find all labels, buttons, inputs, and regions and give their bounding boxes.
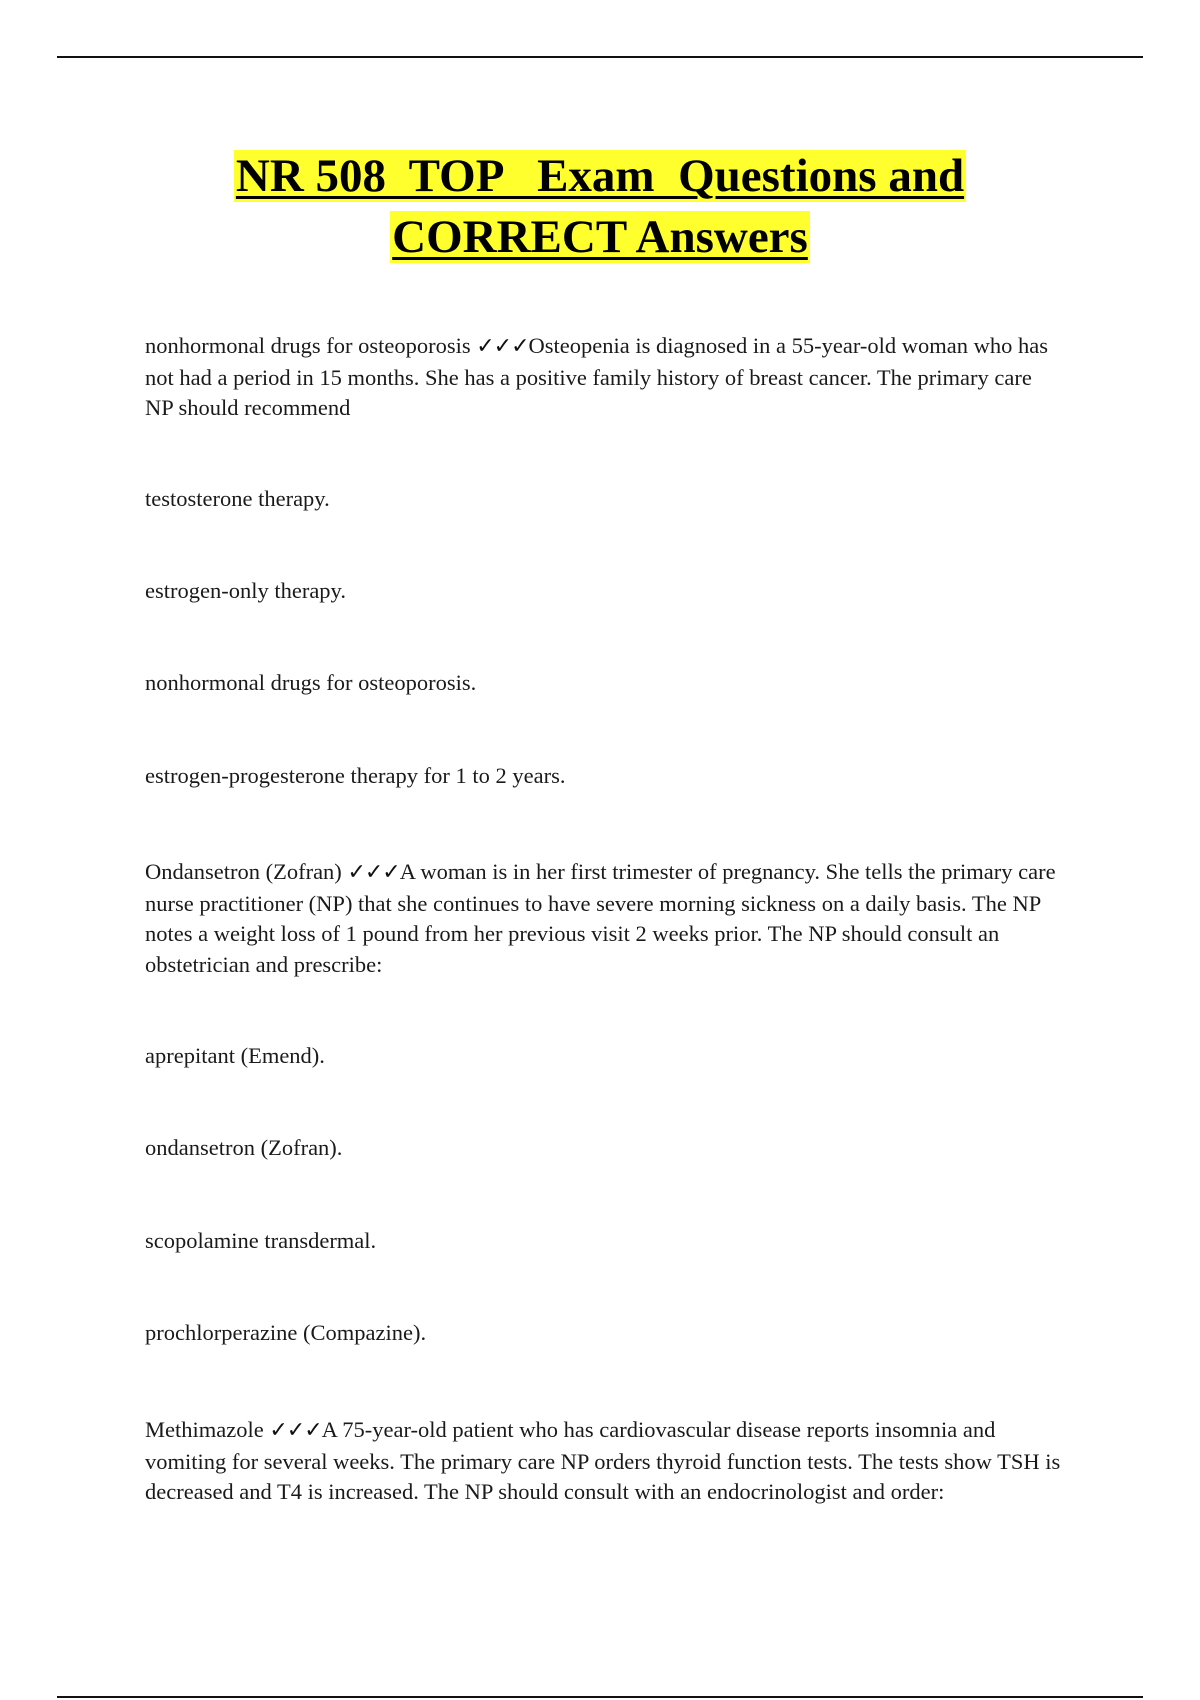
question-text: A woman is in her first trimester of pregnancy. She tells the primary care nurse practitioner (NP) that she continues to have severe morning sickness on a daily basis. The NP notes a weight loss of 1 pound from her previous visit 2 weeks prior. The NP should consult an obstetrician and prescribe: [145,859,1056,977]
check-marks-icon: ✓✓✓ [476,334,529,359]
option-text: scopolamine transdermal. [145,1228,377,1253]
option-text: estrogen-only therapy. [145,578,346,603]
question-1-stem [145,331,1065,424]
question-text: A 75-year-old patient who has cardiovascular disease reports insomnia and vomiting for several weeks. The primary care NP orders thyroid function tests. The tests show TSH is decreased and T4 is increased. The NP should consult with an endocrinologist and order: [145,1417,1061,1504]
bottom-rule [57,1696,1143,1698]
answer-text: Methimazole [145,1417,270,1442]
option-text: nonhormonal drugs for osteoporosis. [145,670,477,695]
option-text: ondansetron (Zofran). [145,1135,343,1160]
title-line-2: CORRECT Answers [392,211,808,263]
question-text: Osteopenia is diagnosed in a 55-year-old woman who has not had a period in 15 months. She has a positive family history of breast cancer. The primary care NP should recommend [145,333,1048,420]
option-text: prochlorperazine (Compazine). [145,1320,427,1345]
check-marks-icon: ✓✓✓ [347,860,400,885]
answer-text: nonhormonal drugs for osteoporosis [145,333,477,358]
option-text: testosterone therapy. [145,486,330,511]
top-rule [57,56,1143,58]
check-marks-icon: ✓✓✓ [269,1418,322,1443]
answer-text: Ondansetron (Zofran) [145,859,348,884]
question-3-stem [145,1415,1065,1508]
option-text: estrogen-progesterone therapy for 1 to 2 years. [145,763,566,788]
question-2-stem [145,857,1065,980]
document-title [0,146,1200,268]
title-line-1: NR 508 TOP Exam Questions and [235,150,965,202]
option-text: aprepitant (Emend). [145,1043,325,1068]
